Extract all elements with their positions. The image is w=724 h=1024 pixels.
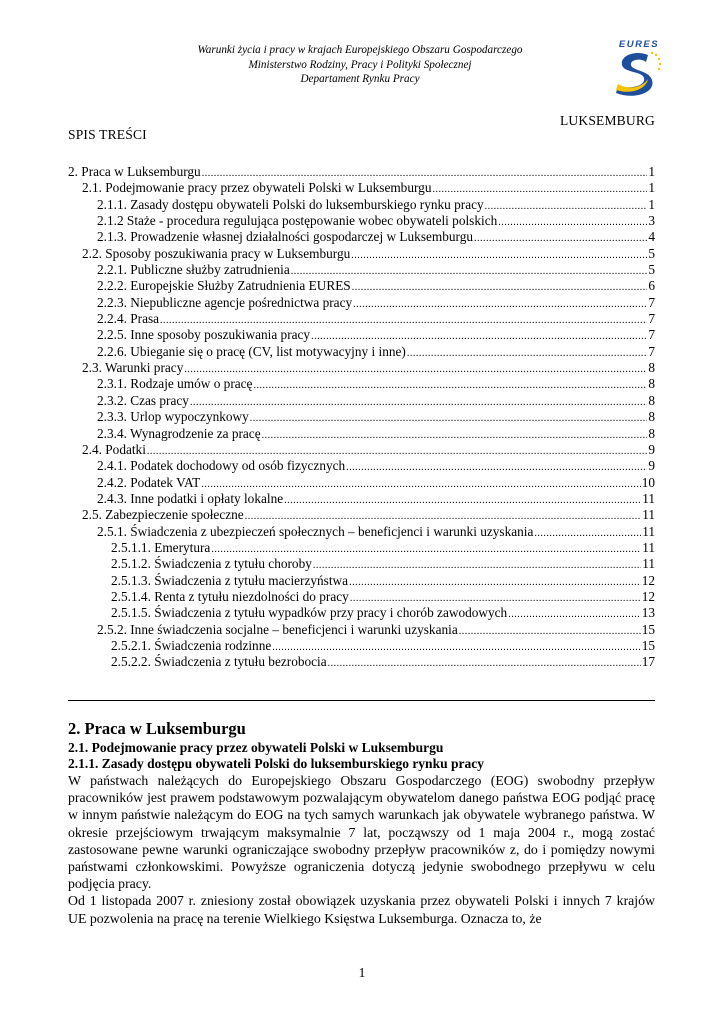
toc-entry-page: 8 [648, 409, 655, 425]
toc-entry-page: 11 [642, 507, 655, 523]
header-line-2: Ministerstwo Rodziny, Pracy i Polityki Społecznej [248, 58, 472, 71]
paragraph: W państwach należących do Europejskiego Obszaru Gospodarczego (EOG) swobodny przepływ pracowników jest prawem podstawowym pozwalającym obywatelom danego państwa EOG podjąć pracę w innym państwie należącym do EOG na tych samych warunkach jak obywatele wybranego państwa. W okresie przejściowym trwającym maksymalnie 7 lat, począwszy od 1 maja 2004 r., mogą zostać zastosowane pewne warunki ograniczające swobodny przepływ pracowników z, do i pomiędzy nowymi państwami członkowskimi. Powyższe ograniczenia dotyczą jedynie swobodnego przepływu w celu podjęcia pracy. [68, 773, 655, 892]
toc-entry-title: 2. Praca w Luksemburgu [68, 164, 201, 179]
toc-title: SPIS TREŚCI [68, 127, 147, 142]
toc-entry-page: 9 [648, 441, 655, 457]
toc-entry-title: 2.1.3. Prowadzenie własnej działalności gospodarczej w Luksemburgu [97, 229, 474, 245]
toc-entry-title: 2.3.3. Urlop wypoczynkowy [97, 409, 249, 425]
paragraph: Od 1 listopada 2007 r. zniesiony został obowiązek uzyskania przez obywateli Polski i innych 7 krajów UE pozwolenia na pracę na terenie Wielkiego Księstwa Luksemburga. Oznacza to, że [68, 893, 655, 926]
toc-entry[interactable] [68, 197, 655, 213]
toc-entry-page: 7 [648, 327, 655, 343]
toc-leader-dots [485, 199, 648, 215]
toc-entry[interactable] [68, 376, 655, 392]
toc-leader-dots [498, 215, 647, 231]
toc-entry-title: 2.5.1. Świadczenia z ubezpieczeń społecznych – beneficjenci i warunki uzyskania [97, 523, 534, 539]
toc-entry-title: 2.2.6. Ubieganie się o pracę (CV, list motywacyjny i inne) [97, 343, 406, 359]
toc-entry-page: 13 [641, 605, 655, 621]
toc-entry-page: 5 [648, 262, 655, 278]
toc-entry-title: 2.3.2. Czas pracy [97, 392, 189, 408]
toc-entry[interactable] [68, 589, 655, 605]
toc-entry-page: 1 [648, 164, 655, 179]
toc-leader-dots [346, 460, 647, 476]
toc-entry[interactable] [68, 311, 655, 327]
toc-entry-title: 2.3.1. Rodzaje umów o pracę [97, 376, 253, 392]
toc-leader-dots [253, 378, 647, 394]
toc-entry[interactable] [68, 164, 655, 180]
toc-leader-dots [190, 395, 647, 411]
toc-entry-title: 2.5.1.5. Świadczenia z tytułu wypadków przy pracy i chorób zawodowych [111, 605, 508, 621]
toc-entry[interactable] [68, 213, 655, 229]
toc-entry-title: 2.5.2.2. Świadczenia z tytułu bezrobocia [111, 654, 327, 670]
toc-entry-title: 2.2. Sposoby poszukiwania pracy w Luksemburgu [82, 245, 351, 261]
subsection-heading: 2.1. Podejmowanie pracy przez obywateli Polski w Luksemburgu [68, 740, 444, 755]
toc-entry[interactable] [68, 556, 655, 572]
header-line-1: Warunki życia i pracy w krajach Europejskiego Obszaru Gospodarczego [197, 44, 523, 56]
toc-leader-dots [407, 346, 648, 362]
toc-entry[interactable] [68, 327, 655, 343]
toc-entry-title: 2.2.2. Europejskie Służby Zatrudnienia EURES [97, 278, 351, 294]
toc-entry-page: 17 [641, 654, 655, 670]
toc-entry-title: 2.2.3. Niepubliczne agencje pośrednictwa pracy [97, 294, 353, 310]
toc-entry[interactable] [68, 262, 655, 278]
toc-leader-dots [459, 624, 641, 640]
toc-entry-title: 2.1.2 Staże - procedura regulująca postępowanie wobec obywateli polskich [97, 213, 498, 229]
toc-entry[interactable] [68, 344, 655, 360]
toc-entry-title: 2.2.5. Inne sposoby poszukiwania pracy [97, 327, 311, 343]
toc-entry-page: 12 [641, 572, 655, 588]
toc-entry[interactable] [68, 229, 655, 245]
toc-entry[interactable] [68, 475, 655, 491]
toc-entry-title: 2.2.1. Publiczne służby zatrudnienia [97, 262, 290, 278]
toc-entry-page: 8 [648, 360, 655, 376]
toc-entry-title: 2.4.2. Podatek VAT [97, 474, 201, 490]
toc-entry-page: 15 [641, 637, 655, 653]
toc-leader-dots [474, 231, 647, 247]
toc-entry[interactable] [68, 540, 655, 556]
eures-logo-stars [651, 52, 661, 70]
toc-leader-dots [349, 575, 641, 591]
toc-entry-page: 3 [648, 213, 655, 229]
toc-leader-dots [534, 526, 641, 542]
toc-entry[interactable] [68, 605, 655, 621]
eures-logo-text: EURES [618, 39, 660, 50]
toc-entry-page: 4 [648, 229, 655, 245]
toc-entry-title: 2.2.4. Prasa [97, 311, 160, 327]
toc-entry-page: 11 [642, 523, 655, 539]
toc-entry[interactable] [68, 426, 655, 442]
toc-entry-page: 1 [648, 196, 655, 212]
toc-entry-page: 12 [641, 588, 655, 604]
toc-entry-page: 8 [648, 425, 655, 441]
toc-entry-page: 10 [641, 474, 655, 490]
toc-entry-title: 2.5. Zabezpieczenie społeczne [82, 507, 244, 523]
toc-entry-title: 2.1. Podejmowanie pracy przez obywateli Polski w Luksemburgu [82, 180, 432, 196]
toc-entry[interactable] [68, 360, 655, 376]
toc-entry[interactable] [68, 491, 655, 507]
subsubsection-heading: 2.1.1. Zasady dostępu obywateli Polski do luksemburskiego rynku pracy [68, 756, 484, 771]
toc-entry[interactable] [68, 393, 655, 409]
toc-entry-page: 11 [642, 556, 655, 572]
toc-leader-dots [508, 607, 640, 623]
toc-entry[interactable] [68, 573, 655, 589]
toc-leader-dots [262, 428, 648, 444]
toc-entry-title: 2.1.1. Zasady dostępu obywateli Polski do luksemburskiego rynku pracy [97, 196, 484, 212]
toc-entry-title: 2.5.1.2. Świadczenia z tytułu choroby [111, 556, 312, 572]
toc-entry[interactable] [68, 246, 655, 262]
toc-entry[interactable] [68, 524, 655, 540]
toc-entry[interactable] [68, 654, 655, 670]
toc-entry[interactable] [68, 180, 655, 196]
toc-entry-page: 6 [648, 278, 655, 294]
country-label: LUKSEMBURG [559, 113, 655, 128]
toc-entry-title: 2.4. Podatki [82, 441, 146, 457]
toc-entry-page: 7 [648, 343, 655, 359]
toc-entry-title: 2.5.2. Inne świadczenia socjalne – beneficjenci i warunki uzyskania [97, 621, 458, 637]
toc-entry[interactable] [68, 278, 655, 294]
eures-logo [612, 38, 664, 100]
toc-leader-dots [250, 411, 648, 427]
toc-entry-page: 9 [648, 458, 655, 474]
toc-entry-page: 7 [648, 294, 655, 310]
section-divider [68, 700, 655, 701]
toc-entry-page: 1 [648, 180, 655, 196]
toc-entry-title: 2.4.1. Podatek dochodowy od osób fizycznych [97, 458, 346, 474]
toc-entry[interactable] [68, 409, 655, 425]
page-number: 1 [358, 965, 366, 980]
toc-entry-title: 2.5.1.4. Renta z tytułu niezdolności do pracy [111, 588, 349, 604]
toc-entry-title: 2.5.1.3. Świadczenia z tytułu macierzyństwa [111, 572, 349, 588]
toc-entry-title: 2.5.2.1. Świadczenia rodzinne [111, 637, 272, 653]
toc-entry[interactable] [68, 622, 655, 638]
toc-entry-page: 7 [648, 311, 655, 327]
toc-leader-dots [284, 493, 641, 509]
toc-leader-dots [184, 362, 647, 378]
toc-entry-title: 2.5.1.1. Emerytura [111, 539, 211, 555]
toc-entry-page: 11 [642, 539, 655, 555]
toc-leader-dots [328, 656, 641, 672]
toc-entry[interactable] [68, 638, 655, 654]
toc-entry[interactable] [68, 458, 655, 474]
header-line-3: Departament Rynku Pracy [300, 73, 420, 85]
toc-entry-page: 8 [648, 392, 655, 408]
toc-entry-title: 2.4.3. Inne podatki i opłaty lokalne [97, 490, 284, 506]
toc-entry[interactable] [68, 295, 655, 311]
table-of-contents [68, 164, 655, 671]
toc-entry-title: 2.3. Warunki pracy [82, 360, 184, 376]
toc-entry-title: 2.3.4. Wynagrodzenie za pracę [97, 425, 261, 441]
toc-entry[interactable] [68, 507, 655, 523]
toc-leader-dots [272, 640, 640, 656]
section-heading: 2. Praca w Luksemburgu [68, 719, 246, 738]
body-text [68, 772, 655, 927]
toc-leader-dots [353, 297, 647, 313]
toc-leader-dots [352, 280, 648, 296]
toc-entry-page: 15 [641, 621, 655, 637]
toc-leader-dots [313, 558, 641, 574]
toc-entry[interactable] [68, 442, 655, 458]
toc-entry-page: 5 [648, 245, 655, 261]
toc-leader-dots [351, 248, 647, 264]
document-header [150, 43, 570, 87]
toc-entry-page: 8 [648, 376, 655, 392]
toc-entry-page: 11 [642, 490, 655, 506]
